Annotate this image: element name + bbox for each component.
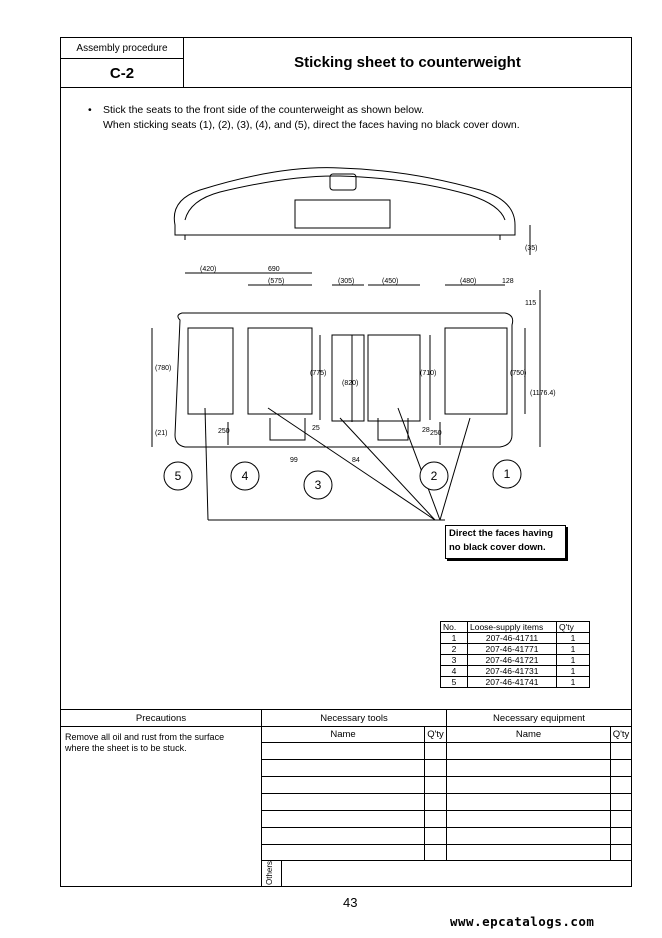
tools-row bbox=[424, 844, 447, 861]
tools-row bbox=[261, 742, 425, 760]
dim-label: (21) bbox=[155, 430, 168, 437]
others-cell bbox=[281, 860, 632, 887]
cell: 5 bbox=[441, 677, 468, 688]
equipment-row bbox=[446, 827, 611, 845]
tools-row bbox=[261, 827, 425, 845]
equipment-row bbox=[610, 810, 632, 828]
dim-label: 690 bbox=[268, 266, 280, 273]
equipment-row bbox=[446, 776, 611, 794]
callout-line-2: no black cover down. bbox=[449, 542, 546, 553]
cell: 1 bbox=[557, 655, 590, 666]
tools-header: Necessary tools bbox=[261, 709, 447, 727]
cell: 1 bbox=[557, 633, 590, 644]
dim-label: (750) bbox=[510, 370, 527, 377]
callout-number-3: 3 bbox=[314, 478, 322, 492]
equipment-row bbox=[446, 742, 611, 760]
cell: 1 bbox=[557, 644, 590, 655]
tools-row bbox=[424, 759, 447, 777]
seat-4 bbox=[248, 328, 312, 414]
bullet-icon: • bbox=[88, 104, 92, 116]
dim-label: 115 bbox=[525, 300, 537, 307]
dim-label: 250 bbox=[430, 430, 442, 437]
watermark: www.epcatalogs.com bbox=[450, 914, 595, 929]
cell: 3 bbox=[441, 655, 468, 666]
dim-label: 28 bbox=[422, 427, 430, 434]
table-row bbox=[441, 633, 590, 644]
callout-number-5: 5 bbox=[174, 469, 182, 483]
equipment-row bbox=[610, 844, 632, 861]
dim-label: (1176.4) bbox=[530, 390, 556, 397]
precautions-text-1: Remove all oil and rust from the surface bbox=[65, 732, 225, 742]
supply-table bbox=[440, 621, 590, 688]
dim-label: (420) bbox=[200, 266, 217, 273]
tools-row bbox=[424, 776, 447, 794]
seat-2 bbox=[368, 335, 420, 421]
tools-row bbox=[424, 827, 447, 845]
cell: 4 bbox=[441, 666, 468, 677]
seat-3 bbox=[332, 335, 364, 421]
precautions-cell bbox=[60, 726, 262, 887]
others-label-cell bbox=[261, 860, 282, 887]
tools-row bbox=[261, 844, 425, 861]
page-number: 43 bbox=[343, 895, 358, 910]
dim-label: (480) bbox=[460, 278, 477, 285]
dim-label: (35) bbox=[525, 245, 538, 252]
dim-label: 99 bbox=[290, 457, 298, 464]
dim-label: 25 bbox=[312, 425, 320, 432]
tools-row bbox=[424, 793, 447, 811]
dim-label: (450) bbox=[382, 278, 399, 285]
tools-row bbox=[261, 776, 425, 794]
precautions-header: Precautions bbox=[60, 709, 262, 727]
col-item: Loose-supply items bbox=[468, 622, 557, 633]
tools-row bbox=[261, 759, 425, 777]
cell: 207-46-41741 bbox=[468, 677, 557, 688]
dim-label: (775) bbox=[310, 370, 327, 377]
equipment-row bbox=[446, 844, 611, 861]
others-label: Others bbox=[265, 860, 274, 885]
col-qty: Q'ty bbox=[557, 622, 590, 633]
dim-label: 128 bbox=[502, 278, 514, 285]
cell: 2 bbox=[441, 644, 468, 655]
instructions bbox=[88, 103, 520, 133]
equipment-row bbox=[610, 776, 632, 794]
equipment-qty-header: Q'ty bbox=[610, 726, 632, 743]
tools-name-header: Name bbox=[261, 726, 425, 743]
procedure-code: C-2 bbox=[60, 58, 184, 88]
callout-number-1: 1 bbox=[503, 467, 511, 481]
instruction-line-1: Stick the seats to the front side of the counterweight as shown below. bbox=[103, 104, 425, 116]
equipment-row bbox=[610, 759, 632, 777]
tools-row bbox=[261, 793, 425, 811]
page-title: Sticking sheet to counterweight bbox=[183, 37, 632, 88]
tools-row bbox=[261, 810, 425, 828]
seat-5 bbox=[188, 328, 233, 414]
cell: 1 bbox=[557, 666, 590, 677]
equipment-row bbox=[610, 827, 632, 845]
equipment-row bbox=[446, 810, 611, 828]
table-row bbox=[441, 677, 590, 688]
cell: 207-46-41771 bbox=[468, 644, 557, 655]
cell: 1 bbox=[441, 633, 468, 644]
equipment-name-header: Name bbox=[446, 726, 611, 743]
callout-note bbox=[445, 525, 566, 559]
tools-row bbox=[424, 742, 447, 760]
cell: 207-46-41721 bbox=[468, 655, 557, 666]
table-row bbox=[441, 644, 590, 655]
precautions-text-2: where the sheet is to be stuck. bbox=[65, 743, 187, 753]
dim-label: (305) bbox=[338, 278, 355, 285]
cell: 207-46-41731 bbox=[468, 666, 557, 677]
equipment-row bbox=[610, 742, 632, 760]
table-row bbox=[441, 666, 590, 677]
callout-line-1: Direct the faces having bbox=[449, 528, 554, 539]
equipment-row bbox=[610, 793, 632, 811]
dim-label: 84 bbox=[352, 457, 360, 464]
cell: 207-46-41711 bbox=[468, 633, 557, 644]
col-no: No. bbox=[441, 622, 468, 633]
callout-number-2: 2 bbox=[430, 469, 438, 483]
seat-1 bbox=[445, 328, 507, 414]
cell: 1 bbox=[557, 677, 590, 688]
table-row bbox=[441, 655, 590, 666]
dim-label: (710) bbox=[420, 370, 437, 377]
equipment-header: Necessary equipment bbox=[446, 709, 632, 727]
tools-row bbox=[424, 810, 447, 828]
dim-label: (820) bbox=[342, 380, 359, 387]
counterweight-drawing bbox=[130, 160, 556, 520]
instruction-line-2: When sticking seats (1), (2), (3), (4), and (5), direct the faces having no black cover down. bbox=[103, 119, 520, 131]
dim-label: (780) bbox=[155, 365, 172, 372]
procedure-category: Assembly procedure bbox=[60, 37, 184, 59]
equipment-row bbox=[446, 793, 611, 811]
counterweight-top-view bbox=[174, 168, 515, 235]
dim-label: (575) bbox=[268, 278, 285, 285]
tools-qty-header: Q'ty bbox=[424, 726, 447, 743]
dim-label: 250 bbox=[218, 428, 230, 435]
callout-number-4: 4 bbox=[241, 469, 249, 483]
equipment-row bbox=[446, 759, 611, 777]
